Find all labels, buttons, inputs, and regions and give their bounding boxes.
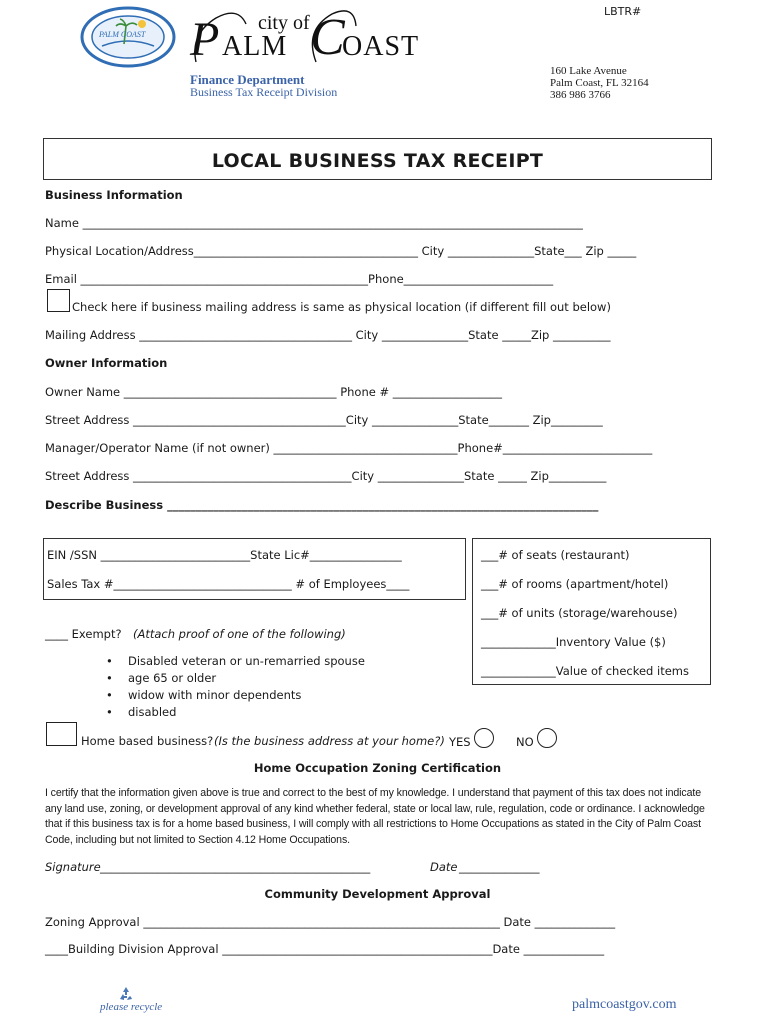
home-based-checkbox[interactable] [46, 722, 77, 746]
home-based-label: Home based business? [81, 734, 214, 748]
manager-field[interactable]: Manager/Operator Name (if not owner) ________________________________Phone#__________________________ [45, 441, 653, 455]
logo-city-of: city of [258, 12, 310, 34]
owner-street-field[interactable]: Street Address _____________________________________City _______________State_______ Zip_________ [45, 413, 603, 427]
dept-line-1: Finance Department [190, 72, 305, 87]
ein-field[interactable]: EIN /SSN __________________________State Lic#________________ [47, 548, 402, 562]
exempt-field[interactable]: ____ Exempt? [45, 627, 122, 641]
logo-coast: OAST [342, 31, 420, 62]
manager-street-field[interactable]: Street Address ______________________________________City _______________State _____ Zip__________ [45, 469, 607, 483]
describe-business-field[interactable]: Describe Business ___________________________________________________________________________ [45, 498, 599, 512]
no-radio[interactable] [537, 728, 557, 748]
exempt-item: • Disabled veteran or un-remarried spouse [106, 653, 365, 670]
lbtr-label: LBTR# [604, 5, 642, 18]
home-based-question: (Is the business address at your home?) [214, 734, 445, 748]
address-line-3: 386 986 3766 [550, 89, 611, 101]
recycle-icon [118, 986, 134, 1002]
logo-palm: ALM [222, 31, 288, 62]
business-name-field[interactable]: Name _______________________________________________________________________________________ [45, 216, 583, 230]
inventory-field[interactable]: _____________Inventory Value ($) [481, 635, 666, 649]
building-approval-field[interactable]: ____Building Division Approval _______________________________________________Date ______________ [45, 942, 605, 956]
zoning-cert-heading: Home Occupation Zoning Certification [253, 761, 502, 775]
owner-info-heading: Owner Information [45, 356, 168, 370]
dept-line-2: Business Tax Receipt Division [190, 85, 338, 99]
sales-tax-field[interactable]: Sales Tax #_______________________________ # of Employees____ [47, 577, 410, 591]
rooms-field[interactable]: ___# of rooms (apartment/hotel) [481, 577, 669, 591]
no-label: NO [516, 735, 534, 749]
same-address-checkbox[interactable] [47, 289, 70, 312]
signature-label: Signature [45, 860, 101, 874]
seal-text: PALM COAST [99, 30, 146, 39]
yes-radio[interactable] [474, 728, 494, 748]
owner-name-field[interactable]: Owner Name _____________________________________ Phone # ___________________ [45, 385, 503, 399]
signature-date-field[interactable]: ______________ [459, 860, 540, 874]
address-line-1: 160 Lake Avenue [550, 65, 627, 77]
email-phone-field[interactable]: Email __________________________________________________Phone__________________________ [45, 272, 554, 286]
exempt-item: • disabled [106, 704, 365, 721]
page-title: LOCAL BUSINESS TAX RECEIPT [211, 150, 544, 172]
exempt-note: (Attach proof of one of the following) [133, 627, 346, 641]
exempt-list [106, 653, 365, 721]
physical-address-field[interactable]: Physical Location/Address_______________________________________ City _______________State___ Zip _____ [45, 244, 637, 258]
community-dev-heading: Community Development Approval [264, 887, 491, 901]
business-info-heading: Business Information [45, 188, 183, 202]
checked-items-field[interactable]: _____________Value of checked items [481, 664, 689, 678]
signature-field[interactable]: _______________________________________________ [100, 860, 371, 874]
units-field[interactable]: ___# of units (storage/warehouse) [481, 606, 678, 620]
mailing-address-field[interactable]: Mailing Address _____________________________________ City _______________State _____Zip __________ [45, 328, 611, 342]
exempt-item: • age 65 or older [106, 670, 365, 687]
yes-label: YES [449, 735, 471, 749]
logo-c: C [310, 9, 345, 66]
logo-p: P [190, 13, 220, 66]
zoning-approval-field[interactable]: Zoning Approval ______________________________________________________________ Date ______________ [45, 915, 616, 929]
seats-field[interactable]: ___# of seats (restaurant) [481, 548, 630, 562]
recycle-text: please recycle [100, 1001, 163, 1013]
exempt-item: • widow with minor dependents [106, 687, 365, 704]
date-label: Date [430, 860, 458, 874]
certification-text: I certify that the information given above is true and correct to the best of my knowledge. I understand that payment of this tax does not indicate any land use, zoning, or development approval of any kind whether federal, state or local law, rule, regulation, code or ordinance. I acknowledge that if this business tax is for a home based business, I will comply with all restrictions to Home Occupations as stated in the City of Palm Coast Code, including but not limited to Section 4.12 Home Occupations. [45, 787, 705, 846]
address-line-2: Palm Coast, FL 32164 [550, 77, 649, 89]
website-link[interactable]: palmcoastgov.com [572, 997, 677, 1012]
same-address-label: Check here if business mailing address is same as physical location (if different fill out below) [72, 300, 611, 314]
